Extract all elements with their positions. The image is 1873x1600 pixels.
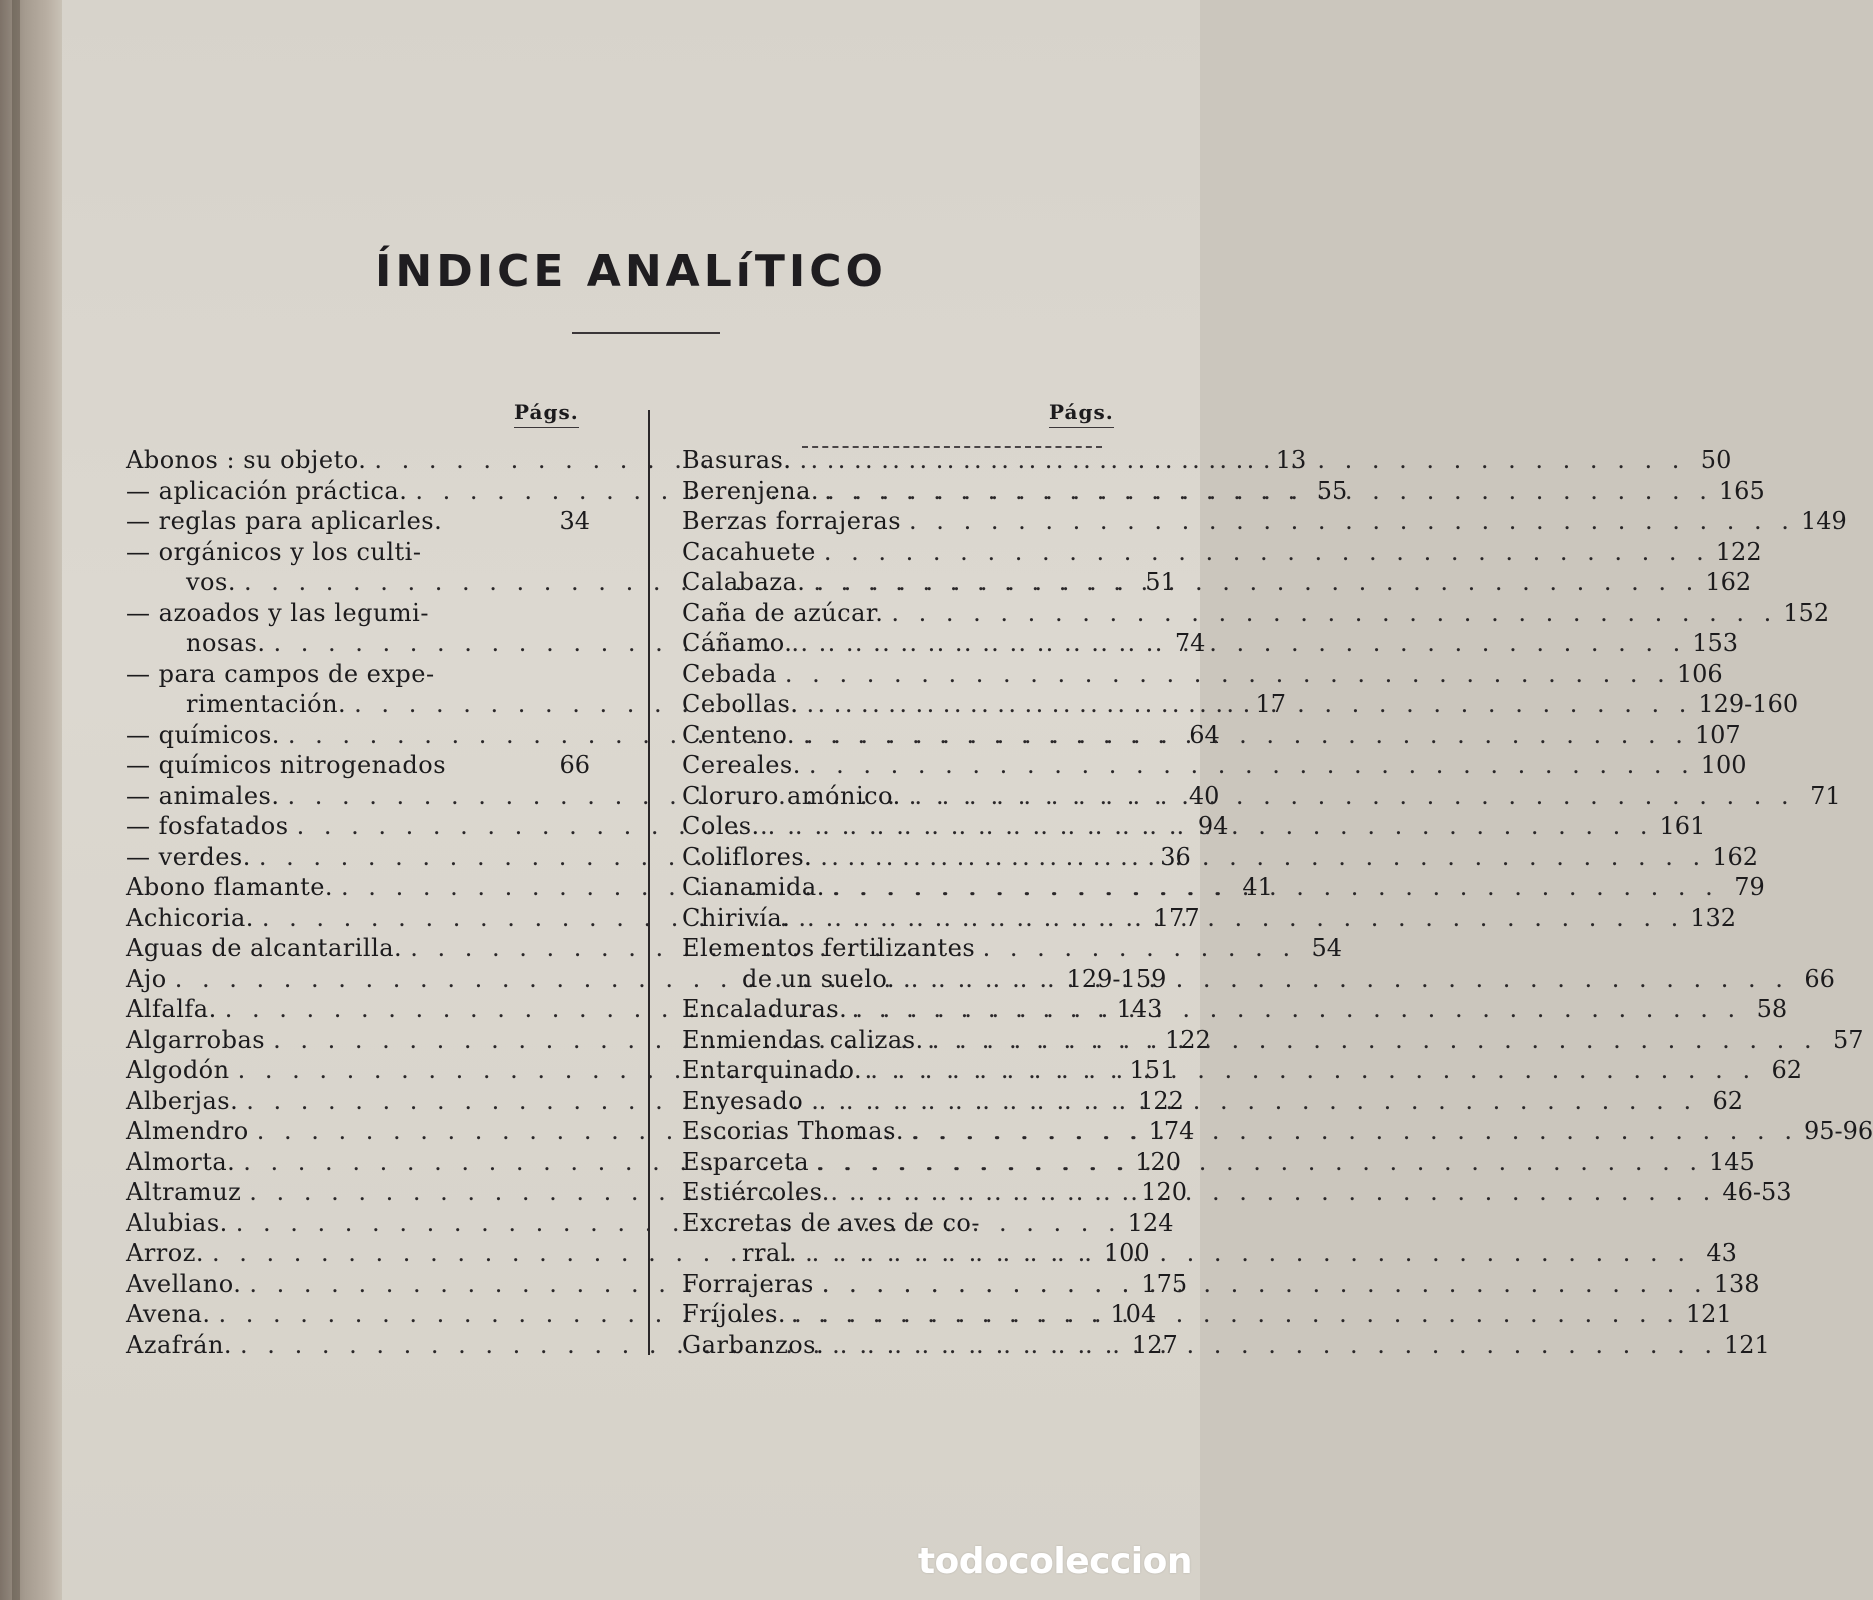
entry-label: — animales. <box>126 781 280 810</box>
spine-shadow <box>12 0 20 1600</box>
entry-label: Garbanzos. <box>682 1330 825 1359</box>
index-entry <box>126 750 590 781</box>
dot-leader <box>816 537 1710 568</box>
entry-page-number: 138 <box>1713 1269 1760 1298</box>
entry-page-number: 124 <box>1127 1208 1174 1237</box>
entry-page-number: 95-96 <box>1803 1117 1873 1145</box>
title-underline <box>572 332 720 334</box>
entry-label: Algodón <box>126 1056 230 1084</box>
entry-label: Esparceta <box>682 1147 810 1176</box>
dot-leader <box>809 1147 1703 1178</box>
index-title: ÍNDICE ANALíTICO <box>375 246 887 297</box>
entry-page-number: 151 <box>1129 1056 1176 1084</box>
dot-leader <box>801 750 1695 781</box>
entry-page-number: 54 <box>1311 934 1343 962</box>
entry-label: — reglas para aplicarles. <box>126 507 443 535</box>
entry-page-number: 100 <box>1700 751 1747 779</box>
entry-label: Cacahuete <box>682 537 816 566</box>
entry-label: — químicos nitrogenados <box>126 751 447 779</box>
entry-label: — aplicación práctica. <box>126 476 408 505</box>
entry-label: Berzas forrajeras <box>682 507 902 535</box>
entry-page-number: 71 <box>1810 781 1841 810</box>
entry-page-number: 36 <box>1160 842 1191 871</box>
entry-page-number: 153 <box>1692 629 1739 657</box>
entry-page-number: 50 <box>1700 446 1732 474</box>
entry-label: Estiércoles <box>682 1178 823 1206</box>
entry-label: de un suelo. <box>742 964 896 993</box>
index-entry <box>126 537 590 568</box>
entry-page-number: 145 <box>1708 1147 1755 1176</box>
index-entry <box>682 659 1723 690</box>
entry-label: Arroz. <box>126 1239 204 1267</box>
entry-label: Coliflores. <box>682 842 813 871</box>
entry-page-number: 34 <box>559 507 590 535</box>
entry-label: Alfalfa. <box>126 995 217 1023</box>
entry-page-number: 17 <box>1255 690 1287 718</box>
entry-label: Encaladuras. <box>682 995 848 1023</box>
entry-label: Forrajeras <box>682 1269 814 1298</box>
entry-page-number: 40 <box>1188 781 1220 810</box>
entry-page-number: 66 <box>1804 964 1835 993</box>
entry-label: Calabaza. <box>682 568 806 596</box>
entry-label: Cebada <box>682 659 777 688</box>
dot-leader <box>862 1055 1756 1086</box>
entry-label: nosas. <box>186 629 266 657</box>
entry-label: Aguas de alcantarilla. <box>126 934 403 962</box>
entry-label: — químicos. <box>126 720 280 749</box>
entry-page-number: 165 <box>1718 476 1765 505</box>
index-entry <box>126 659 590 690</box>
entry-page-number: 120 <box>1141 1178 1187 1206</box>
entry-label: Coles. <box>682 812 760 840</box>
entry-page-number: 57 <box>1833 1025 1864 1054</box>
right-column-header: Págs. <box>1049 400 1114 428</box>
entry-page-number: 55 <box>1316 476 1348 505</box>
entry-label: vos. <box>186 568 236 596</box>
entry-page-number: 120 <box>1135 1147 1181 1176</box>
entry-page-number: 43 <box>1706 1239 1737 1267</box>
entry-page-number: 143 <box>1116 995 1163 1023</box>
entry-page-number: 62 <box>1771 1056 1803 1084</box>
dot-leader <box>798 689 1692 720</box>
entry-label: Alberjas. <box>126 1086 239 1115</box>
entry-label: Caña de azúcar. <box>682 598 884 627</box>
book-page <box>62 0 1873 1600</box>
dot-leader <box>819 476 1713 507</box>
entry-page-number: 121 <box>1724 1330 1770 1359</box>
entry-page-number: 41 <box>1242 873 1273 901</box>
entry-label: Avena. <box>126 1300 211 1328</box>
dot-leader <box>847 994 1741 1025</box>
entry-label: Abono flamante. <box>126 873 334 901</box>
entry-page-number: 174 <box>1148 1117 1195 1145</box>
left-column-header: Págs. <box>514 400 579 428</box>
dot-leader <box>803 1086 1697 1117</box>
entry-page-number: 127 <box>1131 1330 1178 1359</box>
entry-label: Enyesado <box>682 1086 804 1115</box>
entry-page-number: 104 <box>1110 1300 1157 1328</box>
index-entry <box>682 1208 1132 1239</box>
entry-page-number: 149 <box>1800 507 1847 535</box>
dot-leader <box>777 659 1671 690</box>
entry-label: Algarrobas <box>126 1025 266 1054</box>
entry-label: — orgánicos y los culti- <box>126 537 422 566</box>
entry-label: Centeno. <box>682 720 795 749</box>
entry-label: Cáñamo. <box>682 629 793 657</box>
dot-leader <box>797 1238 1691 1269</box>
entry-page-number: 152 <box>1783 598 1830 627</box>
entry-label: Escorias Thomas. <box>682 1117 905 1145</box>
entry-label: Cereales. <box>682 751 801 779</box>
entry-page-number: 74 <box>1174 629 1206 657</box>
dot-leader <box>792 628 1686 659</box>
index-entry <box>682 750 1747 781</box>
entry-page-number: 162 <box>1712 842 1758 871</box>
entry-label: — verdes. <box>126 842 251 871</box>
index-entry <box>682 1238 1737 1269</box>
entry-label: Berenjena. <box>682 476 820 505</box>
entry-label: Cloruro amónico. <box>682 781 901 810</box>
entry-page-number: 106 <box>1676 659 1723 688</box>
entry-page-number: 13 <box>1275 446 1307 474</box>
dot-leader <box>822 1177 1716 1208</box>
dot-leader <box>786 1299 1680 1330</box>
entry-label: Azafrán. <box>126 1330 233 1359</box>
entry-label: Altramuz <box>126 1178 242 1206</box>
entry-label: Entarquinado. <box>682 1056 863 1084</box>
dot-leader <box>790 903 1684 934</box>
entry-label: Chirivía. <box>682 903 791 932</box>
entry-page-number: 51 <box>1145 568 1176 596</box>
entry-page-number: 79 <box>1734 873 1765 901</box>
index-entry <box>682 933 1132 964</box>
entry-page-number: 122 <box>1715 537 1762 566</box>
dot-leader <box>812 842 1706 873</box>
entry-label: Achicoria. <box>126 903 254 932</box>
entry-label: Basuras. <box>682 446 792 474</box>
index-entry <box>682 537 1762 568</box>
index-entry <box>682 598 1830 629</box>
entry-label: Cianamida. <box>682 873 825 901</box>
dot-leader <box>760 811 1654 842</box>
entry-label: Elementos fertilizantes <box>682 934 976 962</box>
entry-label: rimentación. <box>186 690 347 718</box>
entry-page-number: 122 <box>1164 1025 1211 1054</box>
entry-page-number: 66 <box>559 751 590 779</box>
entry-label: Ajo <box>126 964 167 993</box>
entry-page-number: 162 <box>1705 568 1752 596</box>
dot-leader <box>895 964 1789 995</box>
entry-label: Enmiendas calizas. <box>682 1025 924 1054</box>
entry-page-number: 100 <box>1103 1239 1150 1267</box>
entry-label: Excretas de aves de co- <box>682 1208 980 1237</box>
entry-label: Cebollas. <box>682 690 799 718</box>
dot-leader <box>825 872 1719 903</box>
entry-page-number: 94 <box>1197 812 1229 840</box>
dot-leader <box>814 1269 1708 1300</box>
entry-label: Avellano. <box>126 1269 242 1298</box>
dot-leader <box>824 1330 1718 1361</box>
entry-page-number: 129-159 <box>1066 964 1167 993</box>
entry-label: — fosfatados <box>126 812 289 840</box>
dot-leader <box>795 720 1689 751</box>
entry-page-number: 62 <box>1712 1086 1744 1115</box>
entry-label: Almendro <box>126 1117 249 1145</box>
index-entry <box>126 598 590 629</box>
book-spine <box>0 0 62 1600</box>
entry-label: — azoados y las legumi- <box>126 598 429 627</box>
entry-page-number: 121 <box>1685 1300 1732 1328</box>
entry-page-number: 177 <box>1153 903 1200 932</box>
entry-label: Almorta. <box>126 1147 236 1176</box>
entry-label: Alubias. <box>126 1208 228 1237</box>
entry-label: — para campos de expe- <box>126 659 435 688</box>
dot-leader <box>924 1025 1818 1056</box>
entry-page-number: 64 <box>1189 720 1220 749</box>
dot-leader <box>791 445 1685 476</box>
entry-label: Fríjoles. <box>682 1300 787 1328</box>
dot-leader <box>883 598 1777 629</box>
dot-leader <box>904 1116 1798 1147</box>
entry-label: Abonos : su objeto. <box>126 446 367 474</box>
entry-page-number: 107 <box>1694 720 1741 749</box>
watermark-logo: todocoleccion <box>917 1541 1192 1582</box>
entry-page-number: 58 <box>1756 995 1788 1023</box>
entry-label: rral. <box>742 1239 798 1267</box>
entry-page-number: 161 <box>1659 812 1706 840</box>
entry-page-number: 129-160 <box>1698 690 1799 718</box>
entry-page-number: 175 <box>1141 1269 1188 1298</box>
dot-leader <box>901 781 1795 812</box>
entry-page-number: 46-53 <box>1722 1178 1792 1206</box>
entry-page-number: 122 <box>1138 1086 1184 1115</box>
entry-page-number: 132 <box>1690 903 1737 932</box>
dot-leader <box>805 567 1699 598</box>
index-entry <box>682 506 1847 537</box>
dot-leader <box>901 506 1795 537</box>
index-entry <box>682 964 1835 995</box>
index-entry <box>126 506 590 537</box>
